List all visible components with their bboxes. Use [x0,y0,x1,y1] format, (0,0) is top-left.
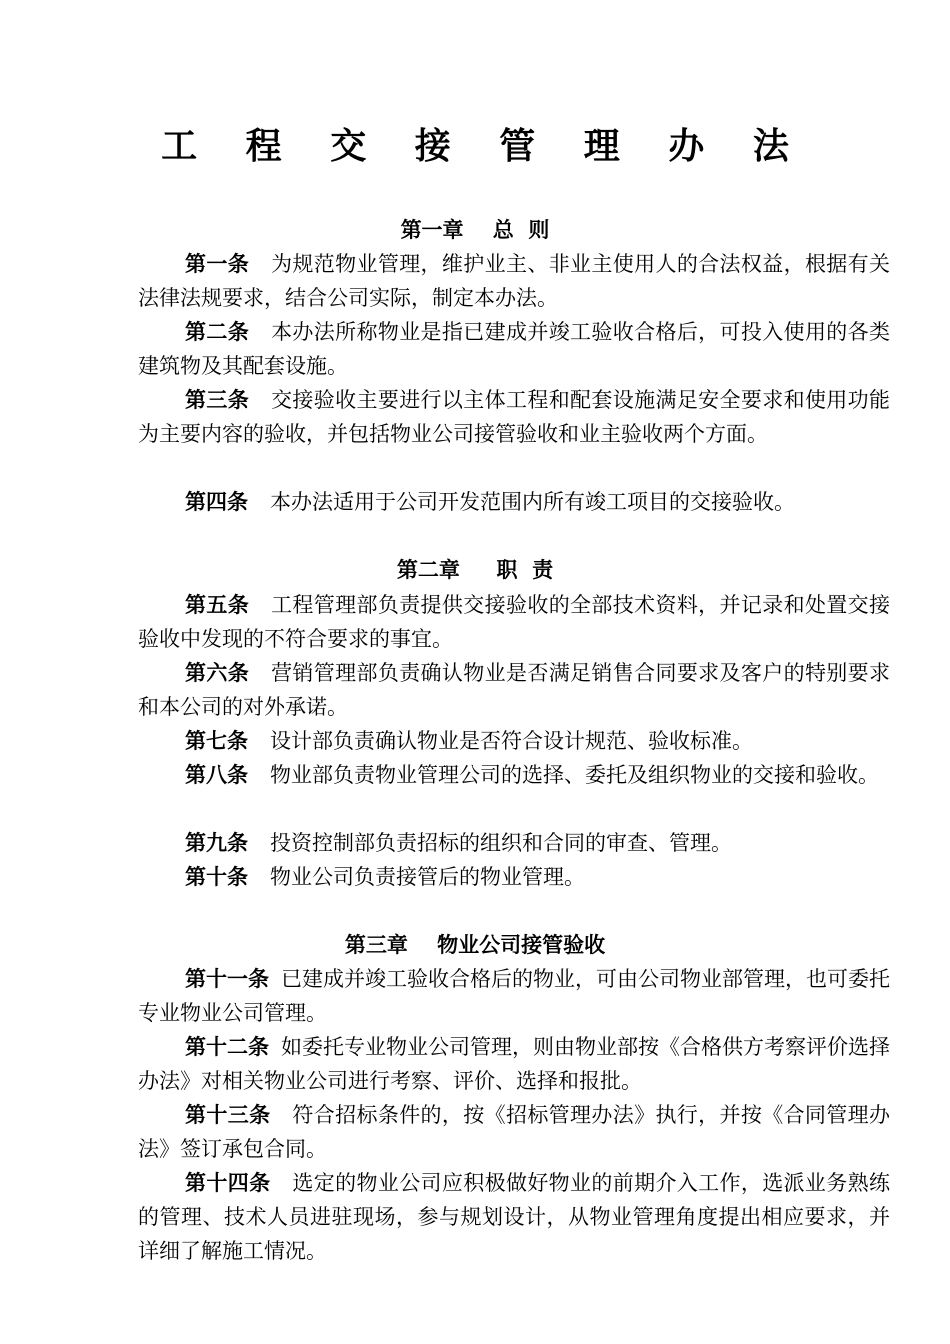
article [138,588,890,656]
article-label: 第四条 [185,490,248,514]
chapter-heading: 第一章 总 则 [400,218,550,242]
article-label: 第三条 [185,388,250,412]
article [138,962,890,1030]
article-label: 第七条 [185,729,248,753]
chapter-heading: 第三章 物业公司接管验收 [344,933,606,957]
article [138,826,890,860]
article [138,315,890,383]
article-text: 物业部负责物业管理公司的选择、委托及组织物业的交接和验收。 [270,763,879,787]
chapter-heading: 第二章 职 责 [396,558,554,582]
article-text: 为规范物业管理，维护业主、非业主使用人的合法权益，根据有关法律法规要求，结合公司实际，制定本办法。 [138,252,891,310]
article [138,860,890,894]
article-label: 第十一条 [185,967,269,991]
article-label: 第二条 [185,320,250,344]
article-text: 如委托专业物业公司管理，则由物业部按《合格供方考察评价选择办法》对相关物业公司进行考察、评价、选择和报批。 [138,1035,890,1093]
article [138,1098,890,1166]
article-label: 第十条 [185,865,248,889]
article-label: 第八条 [185,763,248,787]
article-text: 符合招标条件的，按《招标管理办法》执行，并按《合同管理办法》签订承包合同。 [138,1103,890,1161]
article-text: 交接验收主要进行以主体工程和配套设施满足安全要求和使用功能为主要内容的验收，并包括物业公司接管验收和业主验收两个方面。 [138,388,891,446]
article-text: 工程管理部负责提供交接验收的全部技术资料，并记录和处置交接验收中发现的不符合要求的事宜。 [138,593,891,651]
article-text: 物业公司负责接管后的物业管理。 [270,865,585,889]
article [138,1166,890,1268]
article-label: 第一条 [185,252,250,276]
article-label: 第十四条 [185,1171,271,1195]
article [138,656,890,724]
article-label: 第九条 [185,831,248,855]
article-label: 第十三条 [185,1103,271,1127]
article [138,383,890,451]
article [138,758,890,792]
article-label: 第十二条 [185,1035,269,1059]
article [138,485,890,519]
article-text: 营销管理部负责确认物业是否满足销售合同要求及客户的特别要求和本公司的对外承诺。 [138,661,891,719]
article-text: 选定的物业公司应积极做好物业的前期介入工作，选派业务熟练的管理、技术人员进驻现场，参与规划设计，从物业管理角度提出相应要求，并详细了解施工情况。 [138,1171,890,1263]
article-text: 设计部负责确认物业是否符合设计规范、验收标准。 [270,729,753,753]
article [138,1030,890,1098]
article-text: 投资控制部负责招标的组织和合同的审查、管理。 [270,831,732,855]
article [138,724,890,758]
article-text: 本办法适用于公司开发范围内所有竣工项目的交接验收。 [270,490,795,514]
article [138,247,890,315]
article-label: 第五条 [185,593,250,617]
article-text: 本办法所称物业是指已建成并竣工验收合格后，可投入使用的各类建筑物及其配套设施。 [138,320,891,378]
article-label: 第六条 [185,661,250,685]
article-text: 已建成并竣工验收合格后的物业，可由公司物业部管理，也可委托专业物业公司管理。 [138,967,890,1025]
document-title: 工 程 交 接 管 理 办 法 [161,126,807,167]
